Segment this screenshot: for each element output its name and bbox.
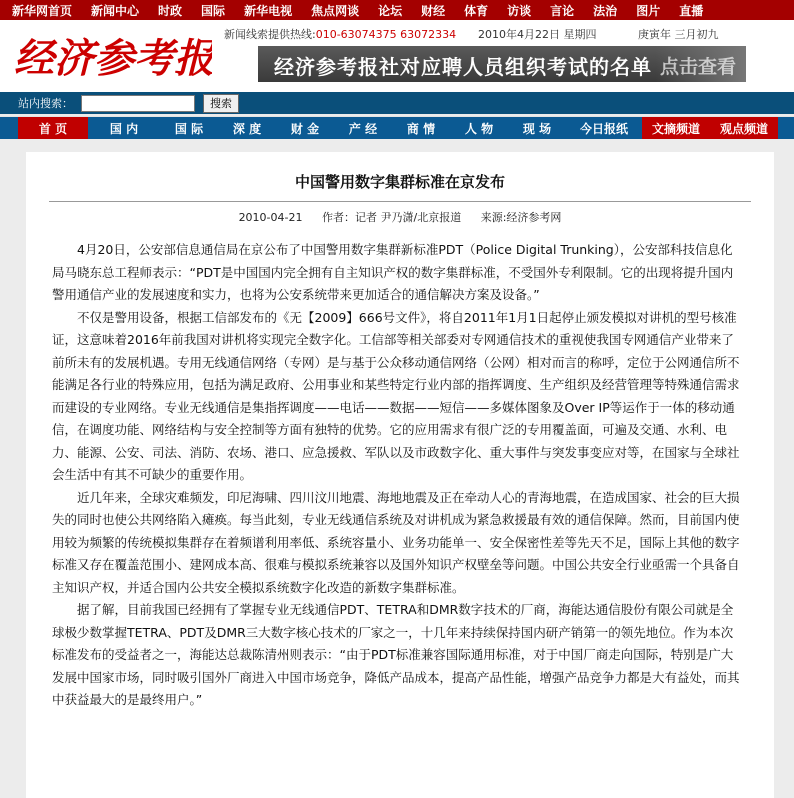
hotline-number: 010-63074375 63072334 [315,28,457,41]
main-nav-item[interactable]: 财 金 [290,121,320,136]
main-nav-item[interactable]: 首 页 [18,117,88,139]
banner-seal-text: 点击查看 [660,56,737,78]
search-button[interactable]: 搜索 [203,94,239,113]
main-nav-item[interactable]: 国 际 [174,121,204,136]
article-title: 中国警用数字集群标准在京发布 [294,173,505,191]
top-nav-link[interactable]: 体育 [464,3,489,18]
top-nav-link[interactable]: 新闻中心 [91,3,140,18]
article-author: 作者：记者 尹乃潇/北京报道 [322,211,462,224]
title-divider [49,201,751,202]
article-source: 来源:经济参考网 [480,211,562,224]
main-nav-item[interactable]: 今日报纸 [579,121,628,136]
main-nav-item[interactable]: 观点频道 [710,117,778,139]
hotline-label: 新闻线索提供热线: [224,28,316,41]
article-body [52,239,744,712]
top-nav-link[interactable]: 焦点网谈 [311,3,360,18]
article-paragraph: 不仅是警用设备，根据工信部发布的《无【2009】666号文件》，将自2011年1月1日起停止颁发模拟对讲机的型号核准证，这意味着2016年前我国对讲机将实现完全数字化。工信部等相关部委对专网通信技术的重视使我国专网通信产业带来了前所未有的发展机遇。专用无线通信网络（专网）是与基于公众移动通信网络（公网）相对而言的称呼，定位于公网通信所不能满足各行业的特殊应用，包括为满足政府、公用事业和某些特定行业内部的指挥调度、生产组织及经营管理等特殊通信需求而建设的专业网络。专业无线通信是集指挥调度——电话——数据——短信——多媒体图象及Over IP等运作于一体的移动通信，在调度功能、网络结构与安全控制等方面有独特的优势。它的应用需求有很广泛的专用覆盖面，可遍及交通、水利、电力、能源、公安、司法、消防、农场、港口、应急援救、军队以及市政数字化、重大事件与突发事变应对等，在国家与全球社会生活中有其不可缺少的重要作用。 [52,309,740,482]
top-nav-link[interactable]: 访谈 [507,3,532,18]
banner-text: 经济参考报社对应聘人员组织考试的名单 [274,55,652,79]
top-nav-link[interactable]: 国际 [201,3,226,18]
main-nav-item[interactable]: 产 经 [348,121,378,136]
article-container [26,152,774,798]
main-nav-item[interactable]: 人 物 [464,121,494,136]
article-paragraph: 4月20日，公安部信息通信局在京公布了中国警用数字集群新标准PDT（Police Digital Trunking），公安部科技信息化局马晓东总工程师表示：“PDT是中国国内完全拥有自主知识产权的数字集群标准，不受国外专利限制。它的出现将提升国内警用通信产业的发展速度和实力，也将为公安系统带来更加适合的通信解决方案及设备。” [52,242,734,302]
top-nav-link[interactable]: 直播 [679,3,704,18]
top-nav-link[interactable]: 法治 [593,3,618,18]
main-nav-item[interactable]: 国 内 [109,121,139,136]
main-nav [0,116,794,139]
top-nav-link[interactable]: 论坛 [378,3,403,18]
top-nav-link[interactable]: 言论 [550,3,575,18]
top-nav-link[interactable]: 新华电视 [244,3,293,18]
logo-text: 经济参考报 [14,35,212,82]
top-nav-link[interactable]: 财经 [421,3,446,18]
search-input[interactable] [81,95,195,112]
main-nav-item[interactable]: 商 情 [406,121,436,136]
article-date: 2010-04-21 [238,211,303,224]
current-date: 2010年4月22日 星期四 [478,28,597,41]
announcement-banner[interactable] [258,46,746,82]
article-paragraph: 据了解，目前我国已经拥有了掌握专业无线通信PDT、TETRA和DMR数字技术的厂商，海能达通信股份有限公司就是全球极少数掌握TETRA、PDT及DMR三大数字核心技术的厂家之一，十几年来持续保持国内研产销第一的领先地位。作为本次标准发布的受益者之一，海能达总裁陈清州则表示：“由于PDT标准兼容国际通用标准，对于中国厂商走向国际，特别是广大发展中国家市场，同时吸引国外厂商进入中国市场竞争，降低产品成本，提高产品性能，增强产品竞争力都是大有益处，而其中获益最大的是最终用户。” [52,602,740,707]
main-nav-item[interactable]: 深 度 [232,121,262,136]
top-nav-link[interactable]: 时政 [158,3,183,18]
lunar-date: 庚寅年 三月初九 [638,28,719,41]
search-bar [0,92,794,114]
site-logo[interactable] [12,26,212,86]
banner-seal [656,46,746,82]
top-nav-link[interactable]: 新华网首页 [12,3,73,18]
site-header [0,20,794,92]
top-nav [0,0,794,20]
article-paragraph: 近几年来，全球灾难频发，印尼海啸、四川汶川地震、海地地震及正在牵动人心的青海地震，在造成国家、社会的巨大损失的同时也使公共网络陷入瘫痪。每当此刻，专业无线通信系统及对讲机成为紧急救援最有效的通信保障。然而，目前国内使用较为频繁的传统模拟集群存在着频谱利用率低、系统容量小、业务功能单一、安全保密性差等先天不足，国际上其他的数字标准又存在覆盖范围小、建网成本高、很难与模拟系统兼容以及国外知识产权壁垒等问题。中国公共安全行业亟需一个具备自主知识产权，并适合国内公共安全模拟系统数字化改造的新数字集群标准。 [52,489,740,595]
hotline [224,26,456,42]
search-label: 站内搜索： [18,97,73,110]
main-nav-item[interactable]: 文摘频道 [642,117,710,139]
article-meta [26,209,774,225]
top-nav-link[interactable]: 图片 [636,3,661,18]
main-nav-item[interactable]: 现 场 [522,121,552,136]
